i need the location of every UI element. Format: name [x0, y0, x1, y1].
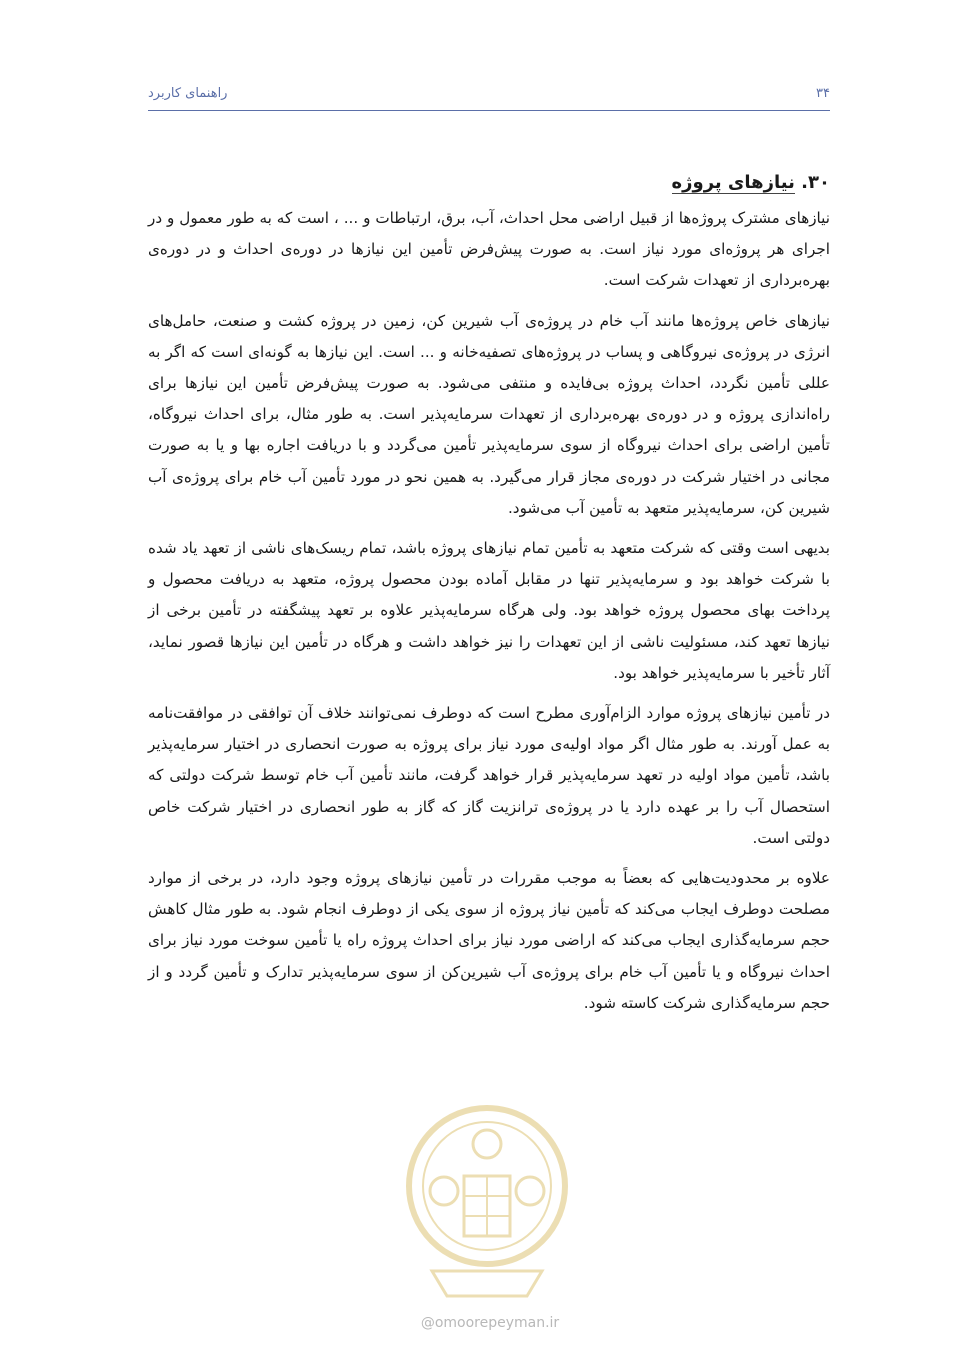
page-body: [148, 172, 830, 1028]
paragraph-4: در تأمین نیازهای پروژه موارد الزام‌آوری مطرح است که دوطرف نمی‌توانند خلاف آن توافقی در موافقت‌نامه به عمل آورند. به طور مثال اگر مواد اولیه‌ی مورد نیاز برای پروژه به صورت انحصاری در اختیار سرمایه‌پذیر باشد، تأمین مواد اولیه در تعهد سرمایه‌پذیر قرار خواهد گرفت، مانند تأمین آب خام توسط شرکت دولتی که استحصال آب را بر عهده دارد یا در پروژه‌ی ترانزیت گاز که گاز به طور انحصاری در اختیار شرکت خاص دولتی است.: [148, 704, 830, 847]
running-title: راهنمای کاربرد: [148, 86, 228, 101]
paragraph-2: نیازهای خاص پروژه‌ها مانند آب خام در پروژه‌ی آب شیرین کن، زمین در پروژه کشت و صنعت، حامل‌های انرژی در پروژه‌ی نیروگاهی و پساب در پروژه‌های تصفیه‌خانه و ... است. این نیازها به گونه‌ای است که اگر به عللی تأمین نگردد، احداث پروژه بی‌فایده و منتفی می‌شود. به صورت پیش‌فرض تأمین این نیازها برای راه‌اندازی پروژه و در دوره‌ی بهره‌برداری از تعهدات سرمایه‌پذیر است. به طور مثال، برای احداث نیروگاه، تأمین اراضی برای احداث نیروگاه از سوی سرمایه‌پذیر تأمین می‌گردد و با دریافت اجاره بها و یا به صورت مجانی در اختیار شرکت در دوره‌ی مجاز قرار می‌گیرد. به همین نحو در مورد تأمین آب خام برای پروژه‌ی آب شیرین کن، سرمایه‌پذیر متعهد به تأمین آب می‌شود.: [148, 311, 830, 517]
section-number: ۳۰.: [801, 172, 830, 193]
omoore-peyman-seal-icon: [402, 1096, 572, 1306]
paragraph-3: بدیهی است وقتی که شرکت متعهد به تأمین تمام نیازهای پروژه باشد، تمام ریسک‌های ناشی از تعهد یاد شده با شرکت خواهد بود و سرمایه‌پذیر تنها در مقابل آماده بودن محصول پروژه، متعهد به دریافت محصول و پرداخت بهای محصول پروژه خواهد بود. ولی هرگاه سرمایه‌پذیر علاوه بر تعهد پیشگفته در تأمین برخی از نیازها تعهد کند، مسئولیت ناشی از این تعهدات را نیز خواهد داشت و هرگاه در تأمین این نیازها قصور نماید، آثار تأخیر با سرمایه‌پذیر خواهد بود.: [148, 539, 830, 682]
page-header: [148, 84, 830, 111]
paragraph-5: علاوه بر محدودیت‌هایی که بعضاً به موجب مقررات در تأمین نیازهای پروژه وجود دارد، در برخی از موارد مصلحت دوطرف ایجاب می‌کند که تأمین نیاز پروژه از سوی یکی از دوطرف انجام شود. به طور مثال کاهش حجم سرمایه‌گذاری ایجاب می‌کند که اراضی مورد نیاز برای احداث پروژه راه یا تأمین سوخت مورد نیاز برای احداث نیروگاه و یا تأمین آب خام برای پروژه‌ی آب شیرین‌کن از سوی سرمایه‌پذیر تدارک و تأمین گردد و از حجم سرمایه‌گذاری شرکت کاسته شود.: [148, 869, 830, 1012]
section-title: نیازهای پروژه: [671, 172, 795, 193]
page-number: ۳۴: [816, 86, 830, 101]
paragraph-1: نیازهای مشترک پروژه‌ها از قبیل اراضی محل احداث، آب، برق، ارتباطات و ... ، است که به طور معمول و در اجرای هر پروژه‌ای مورد نیاز است. به صورت پیش‌فرض تأمین این نیازها در دوره‌ی احداث و در دوره‌ی بهره‌برداری از تعهدات شرکت است.: [148, 209, 830, 290]
watermark-url: @omoorepeyman.ir: [420, 1315, 560, 1331]
section-heading: [148, 172, 830, 193]
